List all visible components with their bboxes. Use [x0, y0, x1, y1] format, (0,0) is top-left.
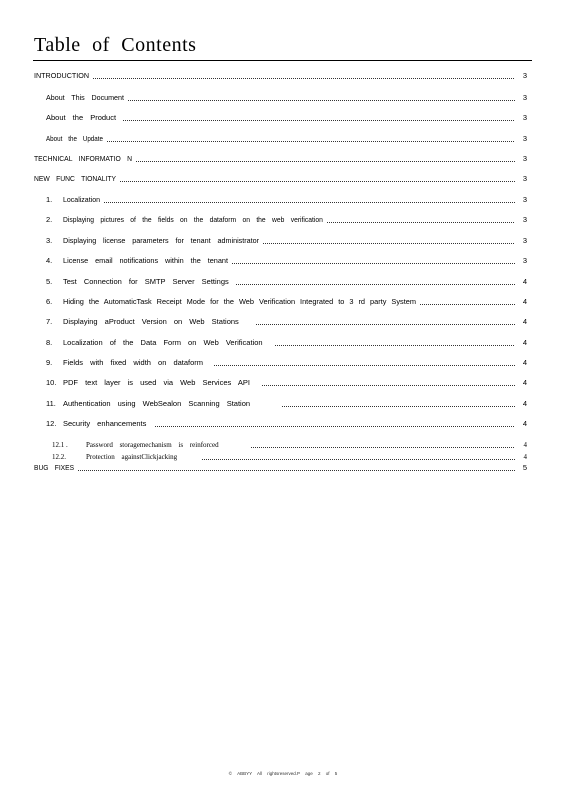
toc-page-number: 3 [522, 256, 527, 265]
toc-entry-12-1[interactable] [0, 439, 566, 451]
toc-leader-dots [202, 459, 515, 460]
toc-entry-number: 12. [46, 419, 57, 428]
toc-page-number: 4 [523, 453, 527, 461]
toc-leader-dots [214, 365, 515, 366]
toc-entry-12[interactable] [0, 418, 566, 430]
toc-entry-new-functionality[interactable] [0, 173, 566, 185]
toc-entry-label: Displaying license parameters for tenant administrator [63, 236, 260, 245]
toc-page-number: 3 [522, 215, 527, 224]
toc-entry-label: TECHNICAL INFORMATIO N [34, 154, 133, 163]
toc-entry-3[interactable] [0, 235, 566, 247]
toc-page-number: 4 [522, 419, 527, 428]
toc-entry-6[interactable] [0, 296, 566, 308]
toc-entry-number: 8. [46, 338, 53, 347]
toc-entry-number: 1. [46, 195, 53, 204]
toc-leader-dots [282, 406, 515, 407]
toc-page-number: 3 [522, 154, 527, 163]
toc-entry-label: Test Connection for SMTP Server Settings [63, 277, 229, 286]
toc-entry-label: INTRODUCTION [34, 71, 90, 80]
toc-entry-label: About the Product [46, 113, 117, 122]
toc-entry-number: 7. [46, 317, 53, 326]
toc-leader-dots [232, 263, 515, 264]
toc-page-number: 3 [522, 174, 527, 183]
toc-entry-number: 2. [46, 215, 53, 224]
toc-page-number: 3 [522, 236, 527, 245]
toc-leader-dots [262, 385, 515, 386]
toc-page-number: 4 [522, 399, 527, 408]
toc-entry-about-the-update[interactable] [0, 133, 566, 145]
toc-page-number: 4 [522, 317, 527, 326]
toc-entry-8[interactable] [0, 337, 566, 349]
toc-entry-about-the-product[interactable] [0, 112, 566, 124]
toc-entry-10[interactable] [0, 377, 566, 389]
toc-entry-1[interactable] [0, 194, 566, 206]
toc-leader-dots [251, 447, 515, 448]
page-title: Table of Contents [34, 34, 197, 56]
toc-leader-dots [78, 470, 515, 471]
toc-entry-label: Hiding the AutomaticTask Receipt Mode for the Web Verification Integrated to 3 rd party System [63, 297, 417, 306]
toc-page-number: 3 [522, 195, 527, 204]
toc-entry-label: NEW FUNC TIONALITY [34, 174, 117, 183]
toc-entry-label: About the Update [46, 134, 103, 143]
toc-leader-dots [327, 222, 515, 223]
toc-entry-label: PDF text layer is used via Web Services API [63, 378, 251, 387]
toc-leader-dots [236, 284, 515, 285]
toc-entry-9[interactable] [0, 357, 566, 369]
toc-entry-label: About This Document [46, 93, 124, 102]
toc-leader-dots [275, 345, 515, 346]
toc-leader-dots [263, 243, 515, 244]
toc-entry-number: 3. [46, 236, 53, 245]
toc-page-number: 5 [522, 463, 527, 472]
toc-leader-dots [93, 78, 515, 79]
toc-leader-dots [123, 120, 515, 121]
toc-entry-number: 4. [46, 256, 53, 265]
toc-entry-label: BUG FIXES [34, 463, 75, 472]
toc-leader-dots [256, 324, 515, 325]
toc-entry-11[interactable] [0, 398, 566, 410]
toc-page-number: 3 [522, 113, 527, 122]
toc-leader-dots [107, 141, 515, 142]
toc-entry-number: 12.2. [52, 453, 66, 461]
toc-entry-label: Localization [63, 195, 100, 204]
toc-entry-number: 11. [46, 399, 56, 408]
toc-entry-number: 6. [46, 297, 53, 306]
toc-entry-technical-information[interactable] [0, 153, 566, 165]
toc-page-number: 3 [522, 134, 527, 143]
toc-entry-number: 12.1 . [52, 441, 68, 449]
toc-entry-2[interactable] [0, 214, 566, 226]
toc-page-number: 4 [522, 297, 527, 306]
toc-entry-number: 10. [46, 378, 57, 387]
toc-entry-label: Protection againstClickjacking [86, 453, 178, 461]
toc-page-number: 4 [522, 338, 527, 347]
toc-entry-5[interactable] [0, 276, 566, 288]
toc-entry-number: 9. [46, 358, 53, 367]
toc-page-number: 3 [522, 71, 527, 80]
toc-page-number: 3 [522, 93, 527, 102]
toc-entry-introduction[interactable] [0, 70, 566, 82]
toc-entry-label: Security enhancements [63, 419, 147, 428]
page-footer: © ABBYY All rightsreserved.P age 2 of 5 [228, 771, 338, 776]
toc-entry-label: Password storagemechanism is reinforced [86, 441, 219, 449]
toc-entry-label: Displaying aProduct Version on Web Stations [63, 317, 239, 326]
toc-page-number: 4 [523, 441, 527, 449]
toc-leader-dots [120, 181, 515, 182]
toc-entry-number: 5. [46, 277, 53, 286]
toc-entry-about-this-document[interactable] [0, 92, 566, 104]
toc-leader-dots [155, 426, 515, 427]
toc-leader-dots [420, 304, 515, 305]
toc-leader-dots [128, 100, 515, 101]
toc-leader-dots [104, 202, 515, 203]
toc-entry-bug-fixes[interactable] [0, 462, 566, 474]
toc-entry-label: Authentication using WebSealon Scanning Station [63, 399, 251, 408]
toc-entry-4[interactable] [0, 255, 566, 267]
toc-entry-7[interactable] [0, 316, 566, 328]
toc-page-number: 4 [522, 358, 527, 367]
toc-page-number: 4 [522, 277, 527, 286]
toc-entry-label: Fields with fixed width on dataform [63, 358, 204, 367]
toc-entry-label: License email notifications within the tenant [63, 256, 229, 265]
toc-leader-dots [136, 161, 515, 162]
toc-entry-label: Displaying pictures of the fields on the dataform on the web verification [63, 215, 323, 224]
toc-entry-label: Localization of the Data Form on Web Verification [63, 338, 263, 347]
toc-page-number: 4 [522, 378, 527, 387]
